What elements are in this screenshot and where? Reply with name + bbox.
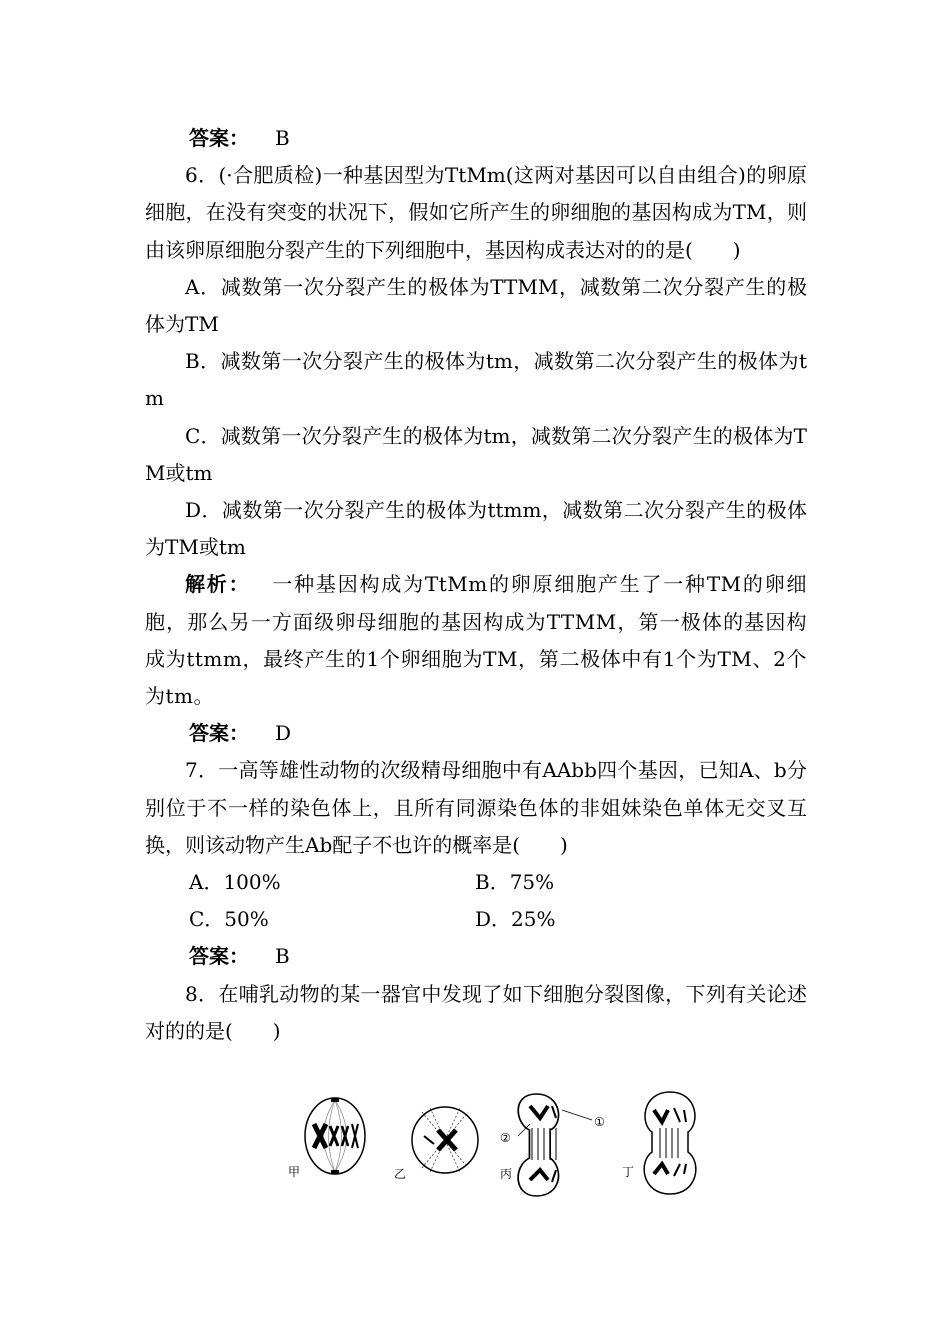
answer-line-q6: [145, 715, 807, 752]
cell-jia: [288, 1098, 365, 1179]
answer-value: B: [275, 126, 290, 150]
cell-yi: [394, 1107, 478, 1181]
analysis-label: 解析：: [185, 572, 251, 597]
cell-division-figure: [288, 1088, 710, 1208]
q7-options-row-1: [145, 864, 807, 901]
figure-label-yi: 乙: [394, 1167, 407, 1181]
q7-option-a: A．100%: [189, 870, 281, 895]
answer-line-q7: [145, 938, 807, 975]
q6-option-d: D．减数第一次分裂产生的极体为ttmm，减数第二次分裂产生的极体为TM或tm: [145, 498, 807, 560]
marker-2: ②: [500, 1131, 511, 1145]
document-page: [145, 120, 807, 1050]
q7-option-d: D．25%: [475, 907, 556, 932]
figure-label-bing: 丙: [500, 1167, 513, 1181]
q7-option-c: C．50%: [189, 907, 269, 932]
cell-ding: [622, 1092, 696, 1194]
cell-bing: [500, 1094, 605, 1196]
q7-option-b: B．75%: [475, 870, 555, 895]
figure-label-ding: 丁: [622, 1165, 635, 1179]
answer-label: 答案：: [189, 721, 249, 746]
marker-1: ①: [594, 1115, 605, 1129]
analysis-text: 一种基因构成为TtMm的卵原细胞产生了一种TM的卵细胞，那么另一方面级卵母细胞的基因构成为TTMM，第一极体的基因构成为ttmm，最终产生的1个卵细胞为TM，第二极体中有1个为TM、2个为tm。: [145, 572, 807, 709]
answer-label: 答案：: [189, 944, 249, 969]
q6-option-b: B．减数第一次分裂产生的极体为tm，减数第二次分裂产生的极体为tm: [145, 349, 807, 411]
q7-options-row-2: [145, 901, 807, 938]
question-8-stem: 8．在哺乳动物的某一器官中发现了如下细胞分裂图像，下列有关论述对的的是( ): [145, 981, 807, 1043]
answer-line-q5: [145, 120, 807, 157]
answer-label: 答案：: [189, 126, 249, 150]
q6-analysis: [145, 566, 807, 715]
question-7-stem: 7．一高等雄性动物的次级精母细胞中有AAbb四个基因，已知A、b分别位于不一样的染色体上，且所有同源染色体的非姐妹染色单体无交叉互换，则该动物产生Ab配子不也许的概率是( ): [145, 758, 807, 857]
answer-value: B: [275, 944, 290, 969]
question-6-stem: 6．(·合肥质检)一种基因型为TtMm(这两对基因可以自由组合)的卵原细胞，在没有突变的状况下，假如它所产生的卵细胞的基因构成为TM，则由该卵原细胞分裂产生的下列细胞中，基因构成表达对的的是( ): [145, 163, 807, 262]
figure-label-jia: 甲: [288, 1165, 301, 1179]
q6-option-c: C．减数第一次分裂产生的极体为tm，减数第二次分裂产生的极体为TM或tm: [145, 423, 807, 485]
answer-value: D: [275, 721, 292, 746]
q6-option-a: A．减数第一次分裂产生的极体为TTMM，减数第二次分裂产生的极体为TM: [145, 274, 807, 337]
